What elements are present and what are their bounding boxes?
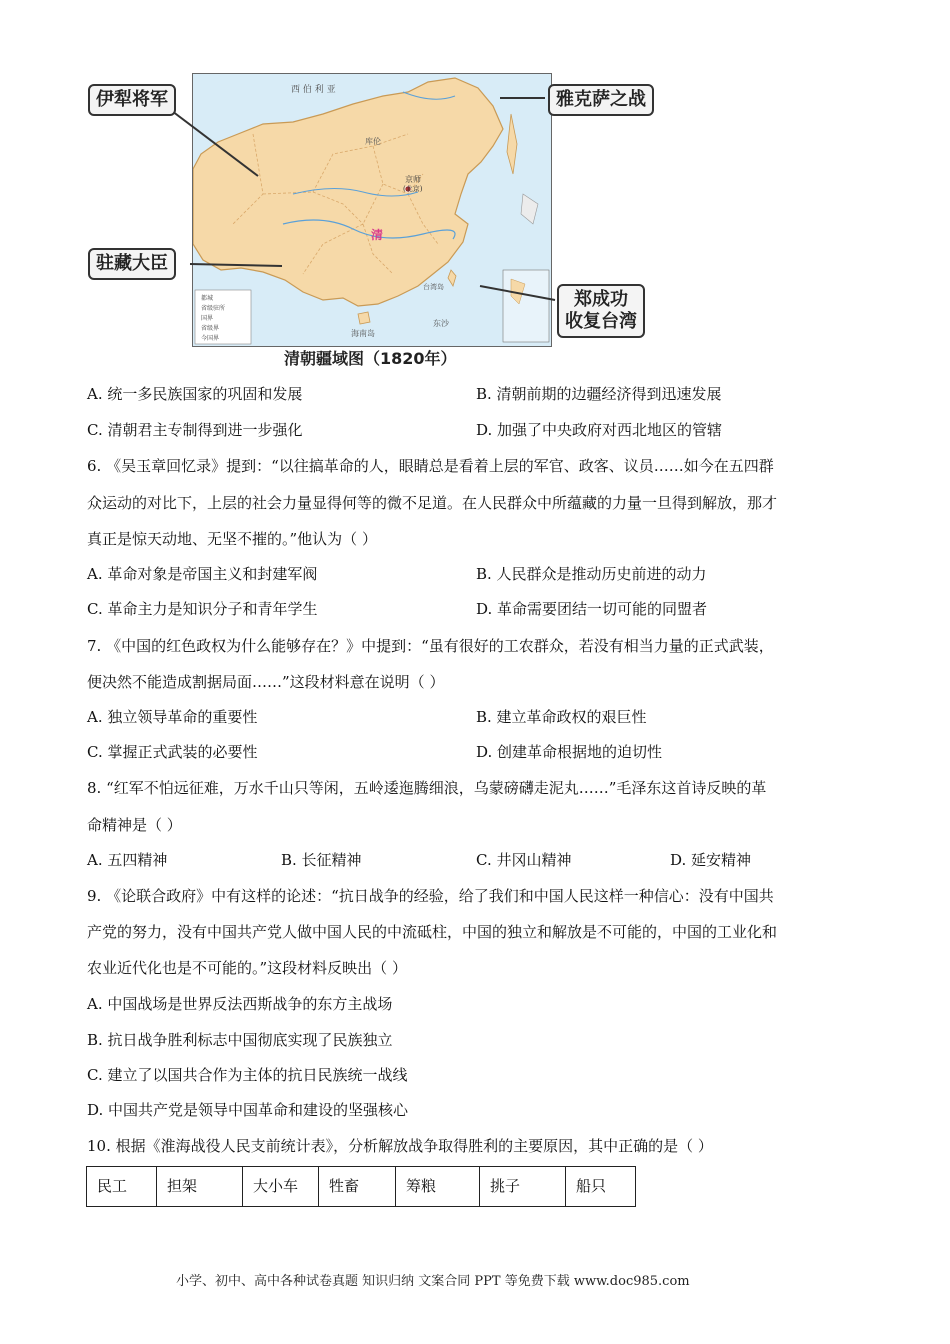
- q8-option-d: D. 延安精神: [670, 851, 752, 869]
- label-hainan: 海南岛: [351, 329, 375, 338]
- label-qing: 清: [371, 228, 384, 242]
- callout-line: 郑成功: [574, 289, 628, 310]
- table-header-cell: 担架: [157, 1167, 243, 1207]
- table-header-cell: 民工: [87, 1167, 157, 1207]
- q8-stem-line: 命精神是（ ）: [87, 816, 182, 834]
- q6-option-c: C. 革命主力是知识分子和青年学生: [87, 600, 318, 618]
- q8-option-a: A. 五四精神: [87, 851, 168, 869]
- q9-option-c: C. 建立了以国共合作为主体的抗日民族统一战线: [87, 1066, 408, 1084]
- table-header-cell: 牲畜: [319, 1167, 396, 1207]
- q9-option-b: B. 抗日战争胜利标志中国彻底实现了民族独立: [87, 1031, 393, 1049]
- callout-ili-general: 伊犁将军: [88, 84, 176, 116]
- label-siberia: 西 伯 利 亚: [291, 85, 336, 95]
- q9-stem-line: 产党的努力，没有中国共产党人做中国人民的中流砥柱，中国的独立和解放是不可能的，中国的工业化和: [87, 923, 778, 941]
- q6-stem-line: 6. 《吴玉章回忆录》提到：“以往搞革命的人，眼睛总是看着上层的军官、政客、议员……如今在五四群: [87, 457, 774, 475]
- q7-option-a: A. 独立领导革命的重要性: [87, 708, 258, 726]
- q8-stem-line: 8. “红军不怕远征难，万水千山只等闲，五岭逶迤腾细浪，乌蒙磅礴走泥丸……”毛泽东这首诗反映的革: [87, 779, 767, 797]
- map-caption: 清朝疆域图（1820年）: [284, 349, 457, 368]
- table-header-cell: 大小车: [243, 1167, 319, 1207]
- label-jingshi: 京师: [405, 175, 421, 184]
- table-row: [87, 1167, 636, 1207]
- q8-option-c: C. 井冈山精神: [476, 851, 572, 869]
- q5-option-d: D. 加强了中央政府对西北地区的管辖: [476, 421, 723, 439]
- callout-line: 收复台湾: [565, 311, 637, 332]
- q6-stem-line: 真正是惊天动地、无坚不摧的。”他认为（ ）: [87, 530, 377, 548]
- callout-leaders: [0, 0, 950, 400]
- page-footer: 小学、初中、高中各种试卷真题 知识归纳 文案合同 PPT 等免费下载 www.doc985.com: [176, 1274, 690, 1289]
- q7-option-b: B. 建立革命政权的艰巨性: [476, 708, 647, 726]
- q10-stem-line: 10. 根据《淮海战役人民支前统计表》，分析解放战争取得胜利的主要原因，其中正确的是（ ）: [87, 1137, 713, 1155]
- callout-zheng-chenggong: [557, 284, 645, 338]
- q7-option-d: D. 创建革命根据地的迫切性: [476, 743, 663, 761]
- q6-option-d: D. 革命需要团结一切可能的同盟者: [476, 600, 708, 618]
- q6-option-a: A. 革命对象是帝国主义和封建军阀: [87, 565, 318, 583]
- label-kulun: 库伦: [365, 137, 381, 146]
- legend-item: 今国界: [201, 335, 220, 342]
- label-dongsha: 东沙: [433, 319, 449, 328]
- legend-item: 省级驻所: [201, 305, 226, 312]
- q8-option-b: B. 长征精神: [281, 851, 362, 869]
- q7-stem-line: 7. 《中国的红色政权为什么能够存在？》中提到：“虽有很好的工农群众，若没有相当力量的正式武装，: [87, 637, 774, 655]
- label-taiwan: 台湾岛: [423, 283, 444, 291]
- callout-tibet-minister: 驻藏大臣: [88, 248, 176, 280]
- q5-option-c: C. 清朝君主专制得到进一步强化: [87, 421, 303, 439]
- q6-option-b: B. 人民群众是推动历史前进的动力: [476, 565, 707, 583]
- q5-option-b: B. 清朝前期的边疆经济得到迅速发展: [476, 385, 722, 403]
- callout-yaksa-battle: 雅克萨之战: [548, 84, 654, 116]
- table-header-cell: 筹粮: [396, 1167, 480, 1207]
- q9-option-a: A. 中国战场是世界反法西斯战争的东方主战场: [87, 995, 393, 1013]
- legend-item: 都城: [201, 295, 214, 302]
- table-header-cell: 挑子: [480, 1167, 566, 1207]
- q9-stem-line: 农业近代化也是不可能的。”这段材料反映出（ ）: [87, 959, 407, 977]
- q9-stem-line: 9. 《论联合政府》中有这样的论述：“抗日战争的经验，给了我们和中国人民这样一种信心：没有中国共: [87, 887, 774, 905]
- q6-stem-line: 众运动的对比下，上层的社会力量显得何等的微不足道。在人民群众中所蕴藏的力量一旦得到解放，那才: [87, 494, 778, 512]
- q5-option-a: A. 统一多民族国家的巩固和发展: [87, 385, 303, 403]
- q7-option-c: C. 掌握正式武装的必要性: [87, 743, 258, 761]
- support-statistics-table: [86, 1166, 636, 1207]
- q9-option-d: D. 中国共产党是领导中国革命和建设的坚强核心: [87, 1101, 409, 1119]
- label-beijing: (北京): [403, 185, 423, 193]
- q7-stem-line: 便决然不能造成割据局面……”这段材料意在说明（ ）: [87, 673, 445, 691]
- legend-item: 省级界: [201, 325, 220, 332]
- table-header-cell: 船只: [566, 1167, 636, 1207]
- legend-item: 国界: [201, 315, 214, 322]
